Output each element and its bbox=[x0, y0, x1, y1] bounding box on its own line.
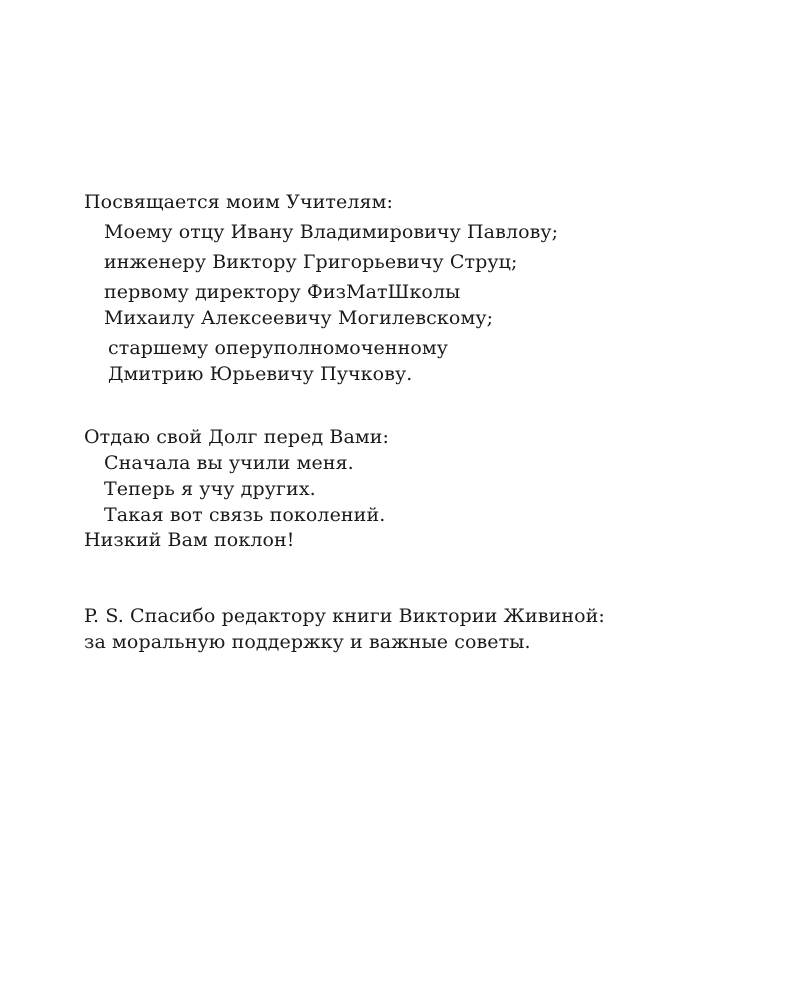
teacher-line: первому директору ФизМатШколы bbox=[104, 281, 461, 303]
teacher-line: Дмитрию Юрьевичу Пучкову. bbox=[108, 363, 413, 385]
debt-line: Теперь я учу других. bbox=[104, 478, 316, 500]
teacher-line: старшему оперуполномоченному bbox=[108, 337, 449, 359]
teacher-line: Моему отцу Ивану Владимировичу Павлову; bbox=[104, 221, 559, 243]
postscript-line-2: за моральную поддержку и важные советы. bbox=[84, 631, 531, 653]
debt-heading: Отдаю свой Долг перед Вами: bbox=[84, 426, 390, 448]
debt-line: Такая вот связь поколений. bbox=[104, 504, 386, 526]
debt-line: Сначала вы учили меня. bbox=[104, 452, 354, 474]
dedication-heading: Посвящается моим Учителям: bbox=[84, 191, 393, 213]
postscript-line-1: P. S. Спасибо редактору книги Виктории Живиной: bbox=[84, 605, 605, 627]
closing-line: Низкий Вам поклон! bbox=[84, 529, 295, 551]
teacher-line: Михаилу Алексеевичу Могилевскому; bbox=[104, 307, 494, 329]
teacher-line: инженеру Виктору Григорьевичу Струц; bbox=[104, 251, 518, 273]
